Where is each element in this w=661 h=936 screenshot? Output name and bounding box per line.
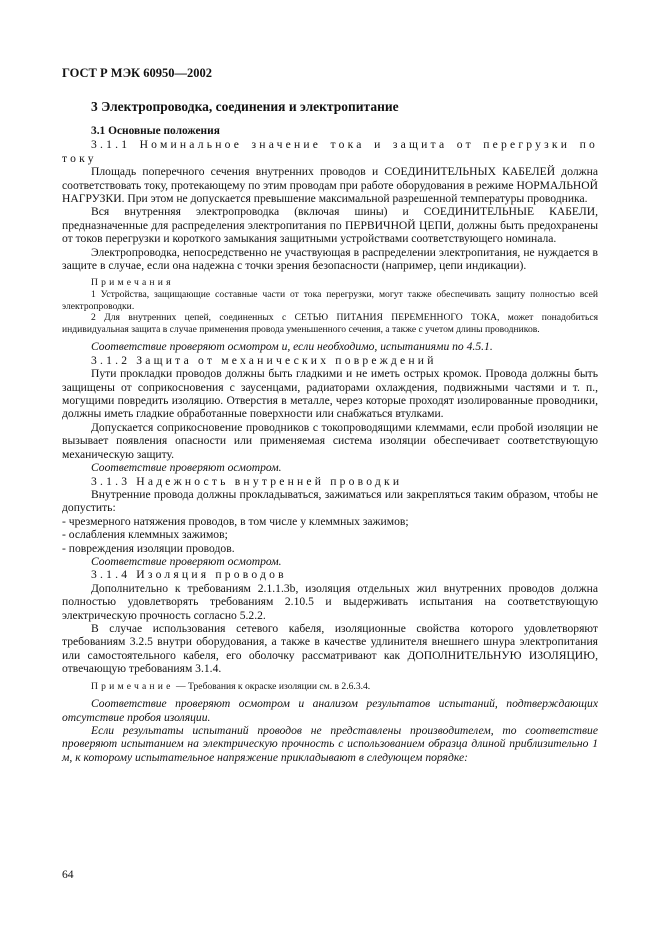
note-text: — Требования к окраске изоляции см. в 2.6.3.4.	[173, 680, 371, 692]
notes-title: Примечания	[91, 277, 174, 289]
paragraph: Допускается соприкосновение проводников с токопроводящими клеммами, если пробой изоляции не вызывает появления опасности или применяемая система изоляции обеспечивает соответствующую механическую защиту.	[62, 420, 598, 461]
compliance-statement: Соответствие проверяют осмотром и анализом результатов испытаний, подтверждающих отсутствие пробоя изоляции.	[62, 697, 598, 724]
page-body	[62, 125, 598, 764]
clause-heading-3-1-2: 3.1.2 Защита от механических повреждений	[91, 353, 437, 367]
clause-heading-3-1-1: 3.1.1 Номинальное значение тока и защита от перегрузки по току	[62, 138, 598, 165]
compliance-statement: Соответствие проверяют осмотром.	[91, 461, 282, 475]
note-single	[62, 681, 598, 693]
clause-heading-3-1-3: 3.1.3 Надежность внутренней проводки	[91, 474, 403, 488]
subsection-heading-3-1: 3.1 Основные положения	[91, 125, 220, 137]
compliance-statement: Соответствие проверяют осмотром и, если необходимо, испытаниями по 4.5.1.	[91, 340, 493, 354]
paragraph: Площадь поперечного сечения внутренних проводов и СОЕДИНИТЕЛЬНЫХ КАБЕЛЕЙ должна соответствовать току, протекающему по этим проводам при работе оборудования в режиме НОРМАЛЬНОЙ НАГРУЗКИ. При этом не допускается превышение максимальной разрешенной температуры проводника.	[62, 165, 598, 206]
list-item: - повреждения изоляции проводов.	[62, 541, 235, 555]
paragraph: Дополнительно к требованиям 2.1.1.3b, изоляция отдельных жил внутренних проводов должна полностью удовлетворять требованиям 2.10.5 и выдерживать испытания на соответствующую электрическую прочность согласно 5.2.2.	[62, 581, 598, 622]
paragraph: Внутренние провода должны прокладываться, зажиматься или закрепляться таким образом, чтобы не допустить:	[62, 487, 598, 515]
list-item: - чрезмерного натяжения проводов, в том числе у клеммных зажимов;	[62, 514, 409, 528]
section-title: 3 Электропроводка, соединения и электропитание	[91, 99, 399, 114]
paragraph: Пути прокладки проводов должны быть гладкими и не иметь острых кромок. Провода должны быть защищены от соприкосновения с заусенцами, радиаторами охлаждения, подвижными частями и т. п., могущими повредить изоляцию. Отверстия в металле, через которые проходят изолированные проводники, должны иметь гладкие обработанные поверхности или снабжаться втулками.	[62, 367, 598, 421]
list-item: - ослабления клеммных зажимов;	[62, 528, 228, 542]
compliance-statement: Если результаты испытаний проводов не представлены производителем, то соответствие проверяют испытанием на электрическую прочность с использованием образца длиной приблизительно 1 м, к которому испытательное напряжение прикладывают в следующем порядке:	[62, 724, 598, 764]
compliance-statement: Соответствие проверяют осмотром.	[91, 554, 282, 568]
paragraph: Вся внутренняя электропроводка (включая шины) и СОЕДИНИТЕЛЬНЫЕ КАБЕЛИ, предназначенные для распределения электропитания по ПЕРВИЧНОЙ ЦЕПИ, должны быть предохранены от токов перегрузки и короткого замыкания защитными устройствами соответствующего номинала.	[62, 205, 598, 246]
note-item: 1 Устройства, защищающие составные части от тока перегрузки, могут также обеспечивать защиту полностью всей электропроводки.	[62, 289, 598, 312]
paragraph: В случае использования сетевого кабеля, изоляционные свойства которого удовлетворяют требованиям 3.2.5 внутри оборудования, а также в качестве удлинителя внешнего шнура электропитания или самостоятельного кабеля, его оболочку рассматривают как ДОПОЛНИТЕЛЬНУЮ ИЗОЛЯЦИЮ, отвечающую требованиям 3.1.4.	[62, 621, 598, 676]
note-item: 2 Для внутренних цепей, соединенных с СЕТЬЮ ПИТАНИЯ ПЕРЕМЕННОГО ТОКА, может понадобиться индивидуальная защита в случае применения провода уменьшенного сечения, а также с учетом длины проводников.	[62, 312, 598, 335]
note-label: Примечание	[91, 680, 174, 692]
standard-header: ГОСТ Р МЭК 60950—2002	[62, 66, 212, 80]
paragraph: Электропроводка, непосредственно не участвующая в распределении электропитания, не нуждается в защите в случае, если она надежна с точки зрения безопасности (например, цепи индикации).	[62, 245, 598, 273]
page-number: 64	[62, 868, 74, 881]
clause-heading-3-1-4: 3.1.4 Изоляция проводов	[91, 568, 287, 582]
